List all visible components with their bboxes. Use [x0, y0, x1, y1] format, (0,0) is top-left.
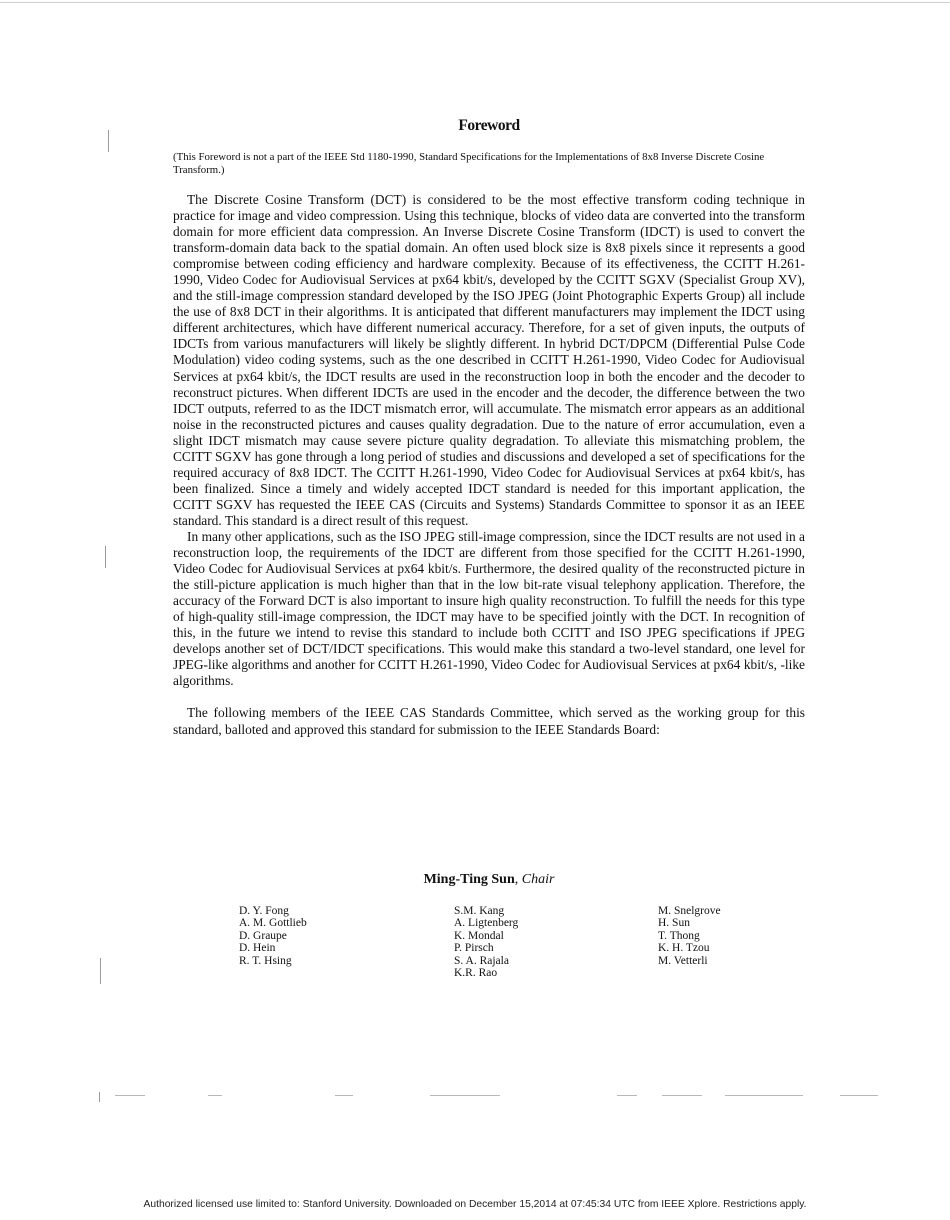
member-name: D. Hein [239, 942, 276, 955]
scan-artifact-line [208, 1095, 222, 1096]
member-name: M. Vetterli [658, 954, 708, 967]
member-name: S.M. Kang [454, 905, 505, 917]
member-name: D. Graupe [239, 929, 287, 942]
member-name: A. Ligtenberg [454, 917, 519, 930]
foreword-body [173, 192, 805, 738]
paragraph: The Discrete Cosine Transform (DCT) is considered to be the most effective transform coding technique in practice for image and video compression. Using this technique, blocks of video data are converted into the transform domain for more efficient data compression. An Inverse Discrete Cosine Transform (IDCT) is used to convert the transform-domain data back to the spatial domain. An often used block size is 8x8 pixels since it represents a good compromise between coding efficiency and hardware complexity. Because of its effectiveness, the CCITT H.261-1990, Video Codec for Audiovisual Services at px64 kbit/s, developed by the CCITT SGXV (Specialist Group XV), and the still-image compression standard developed by the ISO JPEG (Joint Photographic Experts Group) all include the use of 8x8 DCT in their algorithms. It is anticipated that different manufacturers may implement the IDCT using different architectures, which have different numerical accuracy. Therefore, for a set of given inputs, the outputs of IDCTs from various manufacturers will likely be slightly different. In hybrid DCT/DPCM (Differential Pulse Code Modulation) video coding systems, such as the one described in CCITT H.261-1990, Video Codec for Audiovisual Services at px64 kbit/s, the IDCT results are used in the reconstruction loop in both the encoder and the decoder to reconstruct pictures. When different IDCTs are used in the encoder and the decoder, the difference between the two IDCT outputs, referred to as the IDCT mismatch error, will accumulate. The mismatch error appears as an additional noise in the reconstructed pictures and causes quality degradation. Due to the nature of error accumulation, even a slight IDCT mismatch may cause severe picture quality degradation. To alleviate this mismatching problem, the CCITT SGXV has gone through a long period of studies and discussions and developed a set of specifications for the required accuracy of 8x8 IDCT. The CCITT H.261-1990, Video Codec for Audiovisual Services at px64 kbit/s, has been finalized. Since a timely and widely accepted IDCT standard is needed for this important application, the CCITT SGXV has requested the IEEE CAS (Circuits and Systems) Standards Committee to sponsor it as an IEEE standard. This standard is a direct result of this request. [173, 192, 805, 528]
scan-margin-mark [105, 546, 106, 568]
member-name: H. Sun [658, 917, 690, 930]
member-name: K. Mondal [454, 929, 504, 942]
member-column-2 [454, 905, 518, 979]
chair-name: Ming-Ting Sun [423, 872, 515, 887]
member-name: D. Y. Fong [239, 905, 289, 917]
committee-chair [0, 872, 950, 888]
page-title: Foreword [458, 117, 520, 134]
member-name: P. Pirsch [454, 942, 494, 955]
member-name: T. Thong [658, 929, 700, 942]
chair-separator: , [514, 872, 522, 887]
member-name: K. H. Tzou [658, 942, 710, 955]
member-name: S. A. Rajala [454, 954, 509, 967]
paragraph: The following members of the IEEE CAS Standards Committee, which served as the working group for this standard, balloted and approved this standard for submission to the IEEE Standards Board: [173, 705, 805, 737]
scan-artifact-line [335, 1095, 353, 1096]
member-name: R. T. Hsing [239, 954, 292, 967]
foreword-note: (This Foreword is not a part of the IEEE Std 1180-1990, Standard Specifications for the Implementations of 8x8 Inverse Discrete Cosine Transform.) [173, 151, 765, 176]
scan-artifact-line [115, 1095, 145, 1096]
scan-edge-line [0, 2, 950, 3]
scan-artifact-line [662, 1095, 702, 1096]
member-name: A. M. Gottlieb [239, 917, 307, 930]
member-name: M. Snelgrove [658, 905, 721, 917]
scan-margin-mark [100, 958, 101, 984]
scan-artifact-line [430, 1095, 500, 1096]
scan-artifact-line [725, 1095, 803, 1096]
license-footer: Authorized licensed use limited to: Stanford University. Downloaded on December 15,2014 at 07:45:34 UTC from IEEE Xplore. Restrictions apply. [143, 1199, 807, 1210]
scan-artifact-line [840, 1095, 878, 1096]
member-column-3 [658, 905, 721, 967]
scan-margin-mark [99, 1092, 100, 1102]
chair-role: Chair [521, 872, 555, 887]
member-name: K.R. Rao [454, 967, 498, 980]
paragraph: In many other applications, such as the ISO JPEG still-image compression, since the IDCT results are not used in a reconstruction loop, the requirements of the IDCT are different from those specified for the CCITT H.261-1990, Video Codec for Audiovisual Services at px64 kbit/s. Furthermore, the desired quality of the reconstructed picture in the still-picture application is much higher than that in the low bit-rate visual telephony application. Therefore, the accuracy of the Forward DCT is also important to insure high quality reconstruction. To fulfill the needs for this type of high-quality still-image compression, the IDCT may have to be specified jointly with the DCT. In recognition of this, in the future we intend to revise this standard to include both CCITT and ISO JPEG specifications if JPEG develops another set of DCT/IDCT specifications. This would make this standard a two-level standard, one level for JPEG-like algorithms and another for CCITT H.261-1990, Video Codec for Audiovisual Services at px64 kbit/s, -like algorithms. [173, 528, 805, 689]
scan-artifact-line [617, 1095, 637, 1096]
member-column-1 [239, 905, 307, 967]
